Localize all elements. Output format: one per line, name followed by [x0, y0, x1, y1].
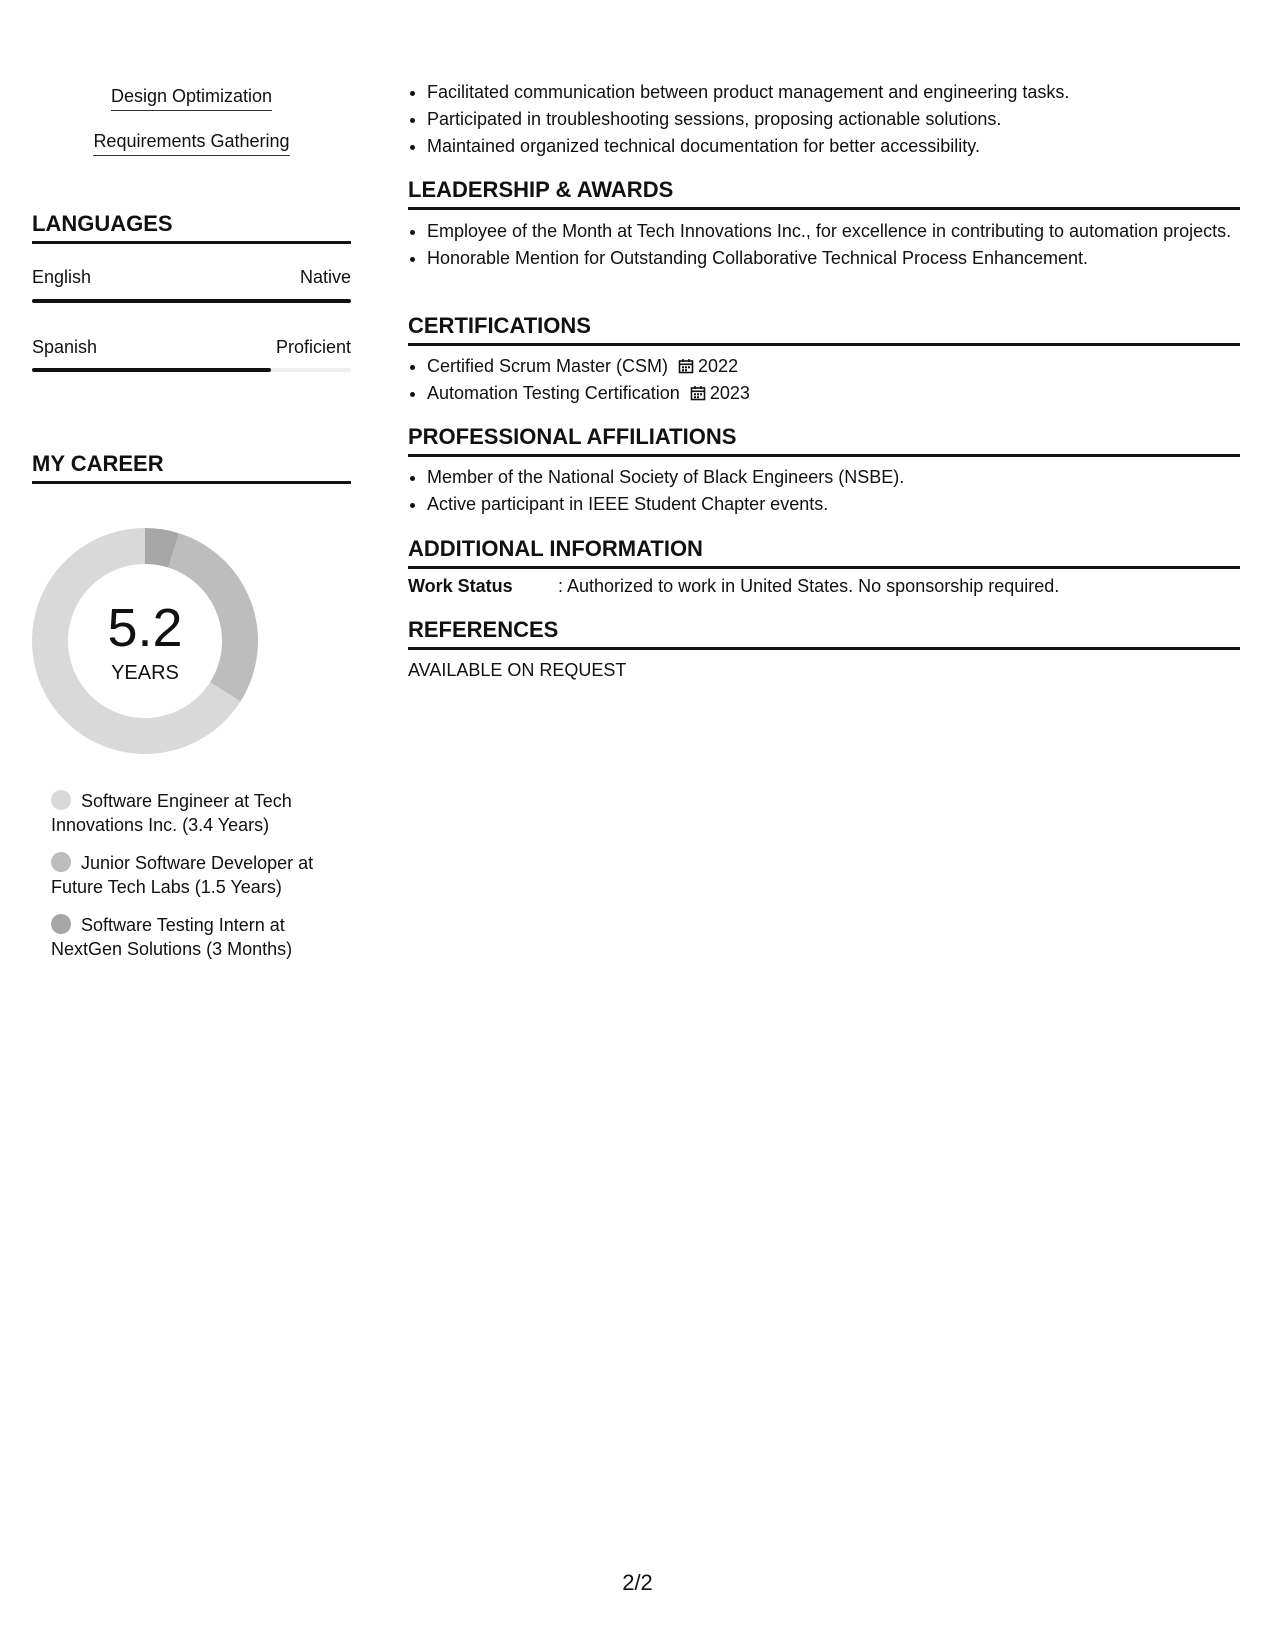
experience-bullets — [408, 80, 1240, 161]
calendar-icon — [678, 358, 694, 374]
skill-tag — [32, 131, 351, 156]
career-legend-item — [51, 851, 341, 899]
language-proficiency-fill — [32, 368, 271, 372]
language-name: Spanish — [32, 337, 98, 357]
skill-tag-label: Requirements Gathering — [93, 131, 289, 156]
language-proficiency-bar — [32, 368, 351, 372]
legend-label: Software Engineer at Tech Innovations Inc. (3.4 Years) — [51, 791, 292, 835]
work-status-value: : Authorized to work in United States. No sponsorship required. — [558, 576, 1060, 596]
list-item: • Active participant in IEEE Student Chapter events. — [427, 492, 1240, 516]
work-status-label: Work Status — [408, 576, 513, 596]
list-item — [427, 354, 1240, 378]
legend-dot — [51, 914, 71, 934]
language-row — [32, 337, 351, 358]
legend-dot — [51, 790, 71, 810]
additional-info-heading: ADDITIONAL INFORMATION — [408, 536, 1240, 569]
language-name: English — [32, 267, 92, 287]
certifications-heading: CERTIFICATIONS — [408, 313, 1240, 346]
language-proficiency-fill — [32, 299, 351, 303]
legend-dot — [51, 852, 71, 872]
legend-label: Junior Software Developer at Future Tech Labs (1.5 Years) — [51, 853, 314, 897]
certification-name: Automation Testing Certification — [427, 383, 680, 403]
list-item: • Honorable Mention for Outstanding Collaborative Technical Process Enhancement. — [427, 246, 1240, 270]
affiliations-list — [408, 465, 1240, 519]
career-legend-item — [51, 789, 341, 837]
list-item: • Employee of the Month at Tech Innovations Inc., for excellence in contributing to automation projects. — [427, 219, 1240, 243]
languages-heading: LANGUAGES — [32, 211, 351, 244]
legend-label: Software Testing Intern at NextGen Solutions (3 Months) — [51, 915, 293, 959]
language-level: Proficient — [275, 337, 351, 357]
leadership-heading: LEADERSHIP & AWARDS — [408, 177, 1240, 210]
skill-tag-label: Design Optimization — [111, 86, 272, 111]
affiliations-heading: PROFESSIONAL AFFILIATIONS — [408, 424, 1240, 457]
certifications-list — [408, 354, 1240, 408]
career-total-value: 5.2 — [107, 598, 183, 658]
certification-year: 2023 — [709, 383, 750, 403]
calendar-icon — [690, 385, 706, 401]
career-donut-center — [32, 528, 258, 754]
leadership-list — [408, 219, 1240, 273]
certification-name: Certified Scrum Master (CSM) — [427, 356, 669, 376]
list-item: • Facilitated communication between product management and engineering tasks. — [427, 80, 1240, 104]
skill-tag — [32, 86, 351, 111]
language-level: Native — [299, 267, 351, 287]
certification-year: 2022 — [698, 356, 739, 376]
list-item: • Participated in troubleshooting sessions, proposing actionable solutions. — [427, 107, 1240, 131]
list-item: • Maintained organized technical documentation for better accessibility. — [427, 134, 1240, 158]
career-heading: MY CAREER — [32, 451, 351, 484]
list-item: • Member of the National Society of Black Engineers (NSBE). — [427, 465, 1240, 489]
references-heading: REFERENCES — [408, 617, 1240, 650]
language-row — [32, 267, 351, 288]
career-total-unit: YEARS — [111, 662, 179, 684]
list-item — [427, 381, 1240, 405]
career-legend-item — [51, 913, 341, 961]
references-text: AVAILABLE ON REQUEST — [408, 660, 627, 680]
language-proficiency-bar — [32, 299, 351, 303]
work-status-row — [408, 576, 1240, 597]
page-number: 2/2 — [622, 1570, 653, 1595]
